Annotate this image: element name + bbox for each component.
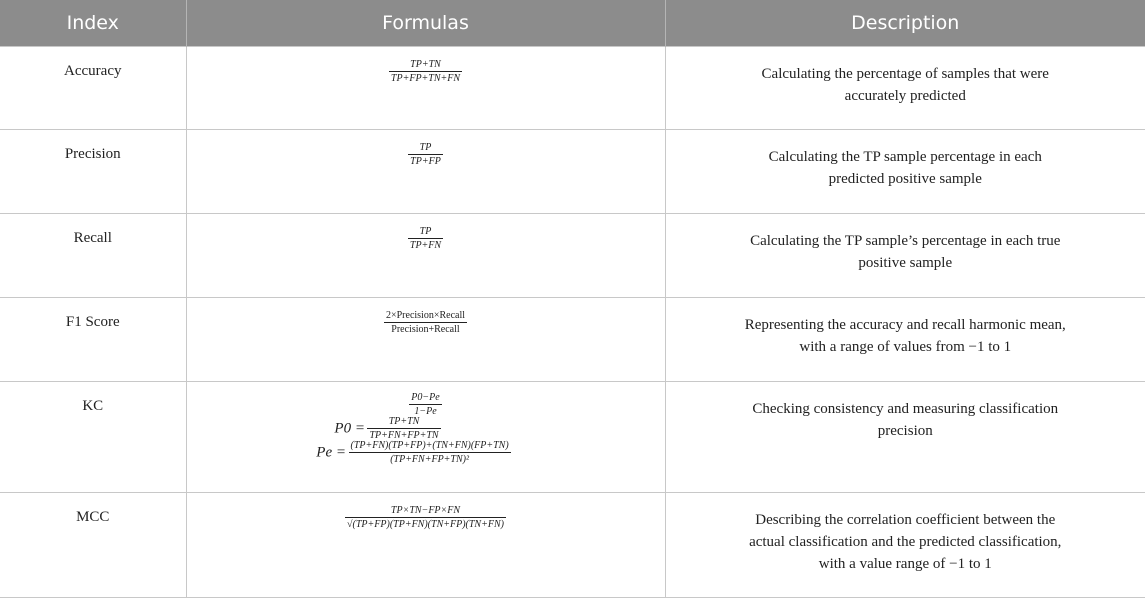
formula-denominator: √(TP+FP)(TP+FN)(TN+FP)(TN+FN): [345, 517, 506, 530]
kc-p0-formula: [149, 416, 627, 441]
formula-denominator: TP+FP+TN+FN: [389, 71, 462, 84]
table-row: [0, 130, 1145, 214]
kc-pe-formula: [175, 440, 653, 465]
row-description: [665, 130, 1145, 214]
description-line: predicted positive sample: [666, 168, 1145, 190]
row-formula: [186, 214, 665, 298]
row-index: F1 Score: [0, 298, 186, 382]
description-line: precision: [666, 420, 1145, 442]
row-index: Recall: [0, 214, 186, 298]
fraction: [349, 440, 511, 465]
fraction: [345, 505, 506, 530]
formula-numerator: TP×TN−FP×FN: [345, 505, 506, 517]
row-index: Accuracy: [0, 47, 186, 130]
fraction: [408, 226, 443, 251]
header-formulas: Formulas: [186, 0, 665, 47]
fraction: [389, 59, 462, 84]
row-description: [665, 214, 1145, 298]
table-row: [0, 298, 1145, 382]
formula-denominator: TP+FN: [408, 238, 443, 251]
header-description: Description: [665, 0, 1145, 47]
row-formula: [186, 382, 665, 493]
table-row: [0, 214, 1145, 298]
row-index: Precision: [0, 130, 186, 214]
row-description: [665, 493, 1145, 598]
description-line: positive sample: [666, 252, 1145, 274]
formula-denominator: (TP+FN+FP+TN)²: [349, 452, 511, 465]
description-line: Calculating the percentage of samples that were: [666, 63, 1145, 85]
formula-numerator: TP: [408, 226, 443, 238]
description-line: Describing the correlation coefficient between the: [666, 509, 1145, 531]
row-formula: [186, 493, 665, 598]
formula-denominator: Precision+Recall: [384, 322, 467, 335]
table-row: [0, 382, 1145, 493]
formula-denominator: TP+FN+FP+TN: [367, 428, 440, 441]
header-index: Index: [0, 0, 186, 47]
fraction: [367, 416, 440, 441]
kc-main-formula: [187, 392, 665, 417]
formula-numerator: P0−Pe: [409, 392, 441, 404]
description-line: Representing the accuracy and recall harmonic mean,: [666, 314, 1145, 336]
formula-numerator: (TP+FN)(TP+FP)+(TN+FN)(FP+TN): [349, 440, 511, 452]
description-line: Calculating the TP sample percentage in each: [666, 146, 1145, 168]
formula-numerator: TP+TN: [367, 416, 440, 428]
row-index: KC: [0, 382, 186, 493]
row-description: [665, 298, 1145, 382]
description-line: Checking consistency and measuring classification: [666, 398, 1145, 420]
row-index: MCC: [0, 493, 186, 598]
fraction: [409, 392, 441, 417]
description-line: with a range of values from −1 to 1: [666, 336, 1145, 358]
header-row: [0, 0, 1145, 47]
description-line: with a value range of −1 to 1: [666, 553, 1145, 575]
description-line: actual classification and the predicted classification,: [666, 531, 1145, 553]
row-formula: [186, 47, 665, 130]
row-description: [665, 47, 1145, 130]
formula-numerator: TP+TN: [389, 59, 462, 71]
formula-numerator: 2×Precision×Recall: [384, 310, 467, 322]
formula-denominator: TP+FP: [408, 154, 443, 167]
description-line: accurately predicted: [666, 85, 1145, 107]
row-formula: [186, 298, 665, 382]
formula-denominator: 1−Pe: [409, 404, 441, 417]
row-description: [665, 382, 1145, 493]
fraction: [384, 310, 467, 335]
table-row: [0, 47, 1145, 130]
formula-lhs: Pe =: [316, 444, 346, 460]
row-formula: [186, 130, 665, 214]
fraction: [408, 142, 443, 167]
description-line: Calculating the TP sample’s percentage in each true: [666, 230, 1145, 252]
formula-numerator: TP: [408, 142, 443, 154]
table-row: [0, 493, 1145, 598]
formula-lhs: P0 =: [334, 420, 365, 436]
